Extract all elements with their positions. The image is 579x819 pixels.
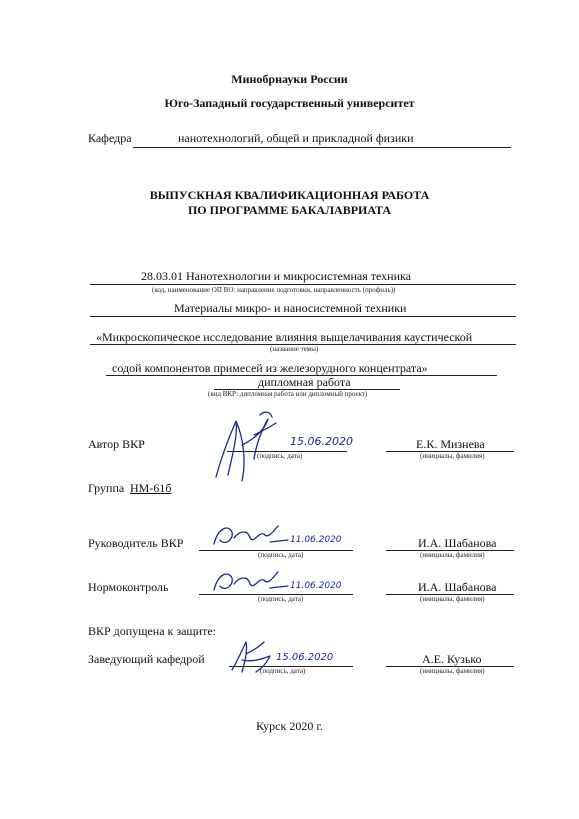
specialty-code: 28.03.01 Нанотехнологии и микросистемная техника <box>141 269 411 283</box>
specialty-profile: Материалы микро- и наносистемной техники <box>174 301 407 315</box>
supervisor-signature-date: 11.06.2020 <box>290 535 342 545</box>
group-label: Группа <box>88 481 125 495</box>
normcontrol-name-caption: (инициалы, фамилия) <box>420 595 485 603</box>
author-sig-caption: (подпись, дата) <box>257 452 303 460</box>
topic-caption: (название темы) <box>270 345 319 353</box>
supervisor-name-caption: (инициалы, фамилия) <box>420 551 485 559</box>
city-year: Курск 2020 г. <box>256 719 323 733</box>
admission-text: ВКР допущена к защите: <box>88 624 216 638</box>
author-signature-date: 15.06.2020 <box>290 435 353 448</box>
normcontrol-name: И.А. Шабанова <box>418 580 497 594</box>
profile-underline <box>90 316 516 317</box>
author-signature <box>196 405 366 487</box>
work-title-line2: ПО ПРОГРАММЕ БАКАЛАВРИАТА <box>187 203 392 217</box>
supervisor-label: Руководитель ВКР <box>88 536 184 550</box>
head-sig-caption: (подпись, дата) <box>260 667 306 675</box>
normcontrol-signature <box>208 564 358 600</box>
ministry-name: Минобрнауки России <box>231 72 348 86</box>
author-name: Е.К. Мизнева <box>416 437 485 451</box>
work-title-line1: ВЫПУСКНАЯ КВАЛИФИКАЦИОННАЯ РАБОТА <box>149 188 430 202</box>
normcontrol-signature-date: 11.06.2020 <box>290 581 342 591</box>
department-name: нанотехнологий, общей и прикладной физики <box>178 131 414 145</box>
work-type-caption: (вид ВКР: дипломная работа или дипломный проект) <box>208 390 368 398</box>
author-label: Автор ВКР <box>88 437 145 451</box>
specialty-underline <box>90 284 516 285</box>
specialty-caption: (код, наименование ОП ВО: направление подготовки, направленность (профиль)) <box>152 286 396 294</box>
supervisor-signature <box>208 518 358 554</box>
author-name-caption: (инициалы, фамилия) <box>420 452 485 460</box>
department-underline <box>133 147 511 148</box>
supervisor-sig-caption: (подпись, дата) <box>258 551 304 559</box>
group-value: НМ-61б <box>130 481 172 495</box>
normcontrol-sig-caption: (подпись, дата) <box>258 595 304 603</box>
head-label: Заведующий кафедрой <box>88 652 205 666</box>
head-name: А.Е. Кузько <box>422 652 482 666</box>
work-type: дипломная работа <box>258 375 351 389</box>
head-name-caption: (инициалы, фамилия) <box>420 667 485 675</box>
topic-line2: содой компонентов примесей из железорудного концентрата» <box>112 361 428 375</box>
university-name: Юго-Западный государственный университет <box>164 96 415 110</box>
head-signature-date: 15.06.2020 <box>276 652 334 663</box>
topic-line1: «Микроскопическое исследование влияния выщелачивания каустической <box>96 330 473 344</box>
normcontrol-label: Нормоконтроль <box>88 580 169 594</box>
head-signature <box>226 636 366 680</box>
supervisor-name: И.А. Шабанова <box>418 536 497 550</box>
department-label: Кафедра <box>88 131 132 145</box>
